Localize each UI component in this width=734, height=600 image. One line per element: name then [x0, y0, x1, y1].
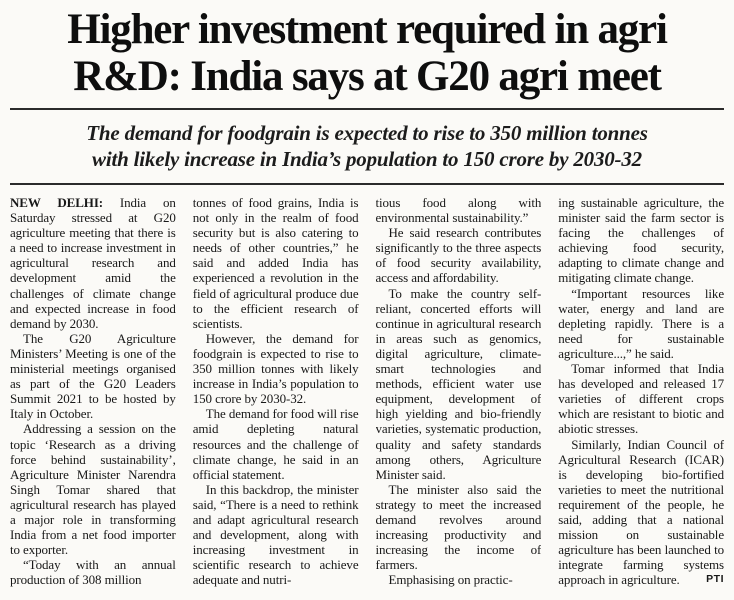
paragraph: Addressing a session on the topic ‘Research as a driving force behind sustainability’, Agriculture Minister Narendra Singh Tomar shared that agricultural research has played a major role in transforming India from a net food importer to exporter. [10, 421, 176, 558]
subheadline-line-1: The demand for foodgrain is expected to rise to 350 million tonnes [86, 121, 648, 145]
paragraph: tonnes of food grains, India is not only in the realm of food security but is also catering to needs of other countries,” he said and added India has experienced a revolution in the field of agricultural produce due to the efficient research of scientists. [192, 195, 359, 331]
paragraph: In this backdrop, the minister said, “There is a need to rethink and adapt agricultural research and development, along with increasing investment in scientific research to achieve adequate and nutri- [192, 481, 359, 588]
article-column [10, 195, 176, 597]
article-column [558, 195, 724, 597]
paragraph: The G20 Agriculture Ministers’ Meeting is one of the ministerial meetings organised as part of the G20 Leaders Summit 2021 to be hosted by Italy in October. [10, 330, 176, 422]
divider-bottom-rule [10, 183, 724, 185]
paragraph: tious food along with environmental sustainability.” [375, 195, 542, 226]
paragraph: Similarly, Indian Council of Agricultural Research (ICAR) is developing bio-fortified varieties to meet the nutritional requirement of the people, he said, adding that a national mission on sustainable agriculture has been launched to integrate farming systems approach in agriculture. PTI [558, 436, 724, 588]
paragraph: Tomar informed that India has developed and released 17 varieties of different crops which are resistant to biotic and abiotic stresses. [558, 361, 724, 437]
article-subheadline [10, 110, 724, 183]
paragraph: ing sustainable agriculture, the minister said the farm sector is facing the challenges of achieving food security, adapting to climate change and mitigating climate change. [558, 195, 724, 286]
paragraph: The demand for food will rise amid depleting natural resources and the challenge of climate change, he said in an official statement. [192, 406, 359, 482]
paragraph: To make the country self-reliant, concerted efforts will continue in agricultural research in areas such as genomics, digital agriculture, climate-smart technologies and methods, efficient water use equipment, development of high yielding and bio-friendly varieties, systematic production, quality and safety standards among others, Agriculture Minister said. [375, 285, 542, 482]
article-columns [10, 195, 724, 597]
paragraph: Emphasising on practic- [388, 572, 513, 588]
article-column [193, 195, 359, 597]
article-headline [10, 6, 724, 100]
paragraph: He said research contributes significantly to the three aspects of food security availability, access and affordability. [375, 225, 542, 286]
paragraph: However, the demand for foodgrain is expected to rise to 350 million tonnes with likely increase in India’s population to 150 crore by 2030-32. [192, 330, 359, 407]
article-column [376, 195, 542, 597]
subheadline-line-2: with likely increase in India’s population to 150 crore by 2030-32 [92, 147, 642, 171]
paragraph: The minister also said the strategy to meet the increased demand revolves around increasing productivity and increasing the income of farmers. [375, 481, 542, 573]
headline-line-2: R&D: India says at G20 agri meet [73, 53, 661, 100]
paragraph: “Important resources like water, energy and land are depleting rapidly. There is a need for sustainable agriculture...,” he said. [558, 285, 724, 361]
paragraph: NEW DELHI: India on Saturday stressed at G20 agriculture meeting that there is a need to increase investment in agricultural research and development amid the challenges of climate change and expected increase in food demand by 2030. [10, 195, 176, 331]
news-agency-credit: PTI [706, 573, 724, 586]
headline-line-1: Higher investment required in agri [67, 6, 667, 53]
paragraph: “Today with an annual production of 308 million [10, 557, 176, 588]
dateline: NEW DELHI: [10, 195, 120, 210]
